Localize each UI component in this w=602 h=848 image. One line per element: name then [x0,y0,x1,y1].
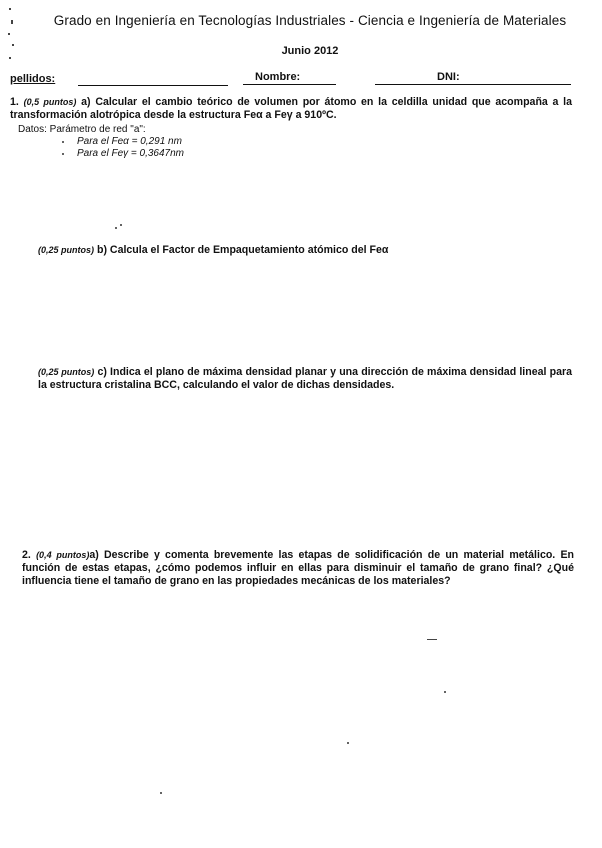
points: (0,25 puntos) [38,367,95,377]
question-1c [38,366,572,392]
question-1a [10,96,572,122]
speck [347,742,349,744]
apellidos-field[interactable] [78,85,228,86]
question-2a [22,549,574,588]
binder-mark [11,20,13,24]
part-letter: a) [81,96,91,108]
dni-label: DNI: [437,71,460,83]
binder-mark [8,33,10,35]
speck [115,227,117,229]
part-letter: a) [89,549,99,561]
speck [120,224,122,226]
datos-item: Para el Feγ = 0,3647nm [77,148,185,159]
nombre-field[interactable] [243,84,336,85]
binder-mark [9,57,11,59]
exam-title: Grado en Ingeniería en Tecnologías Industriales - Ciencia e Ingeniería de Materiales [53,13,567,28]
question-number: 1. [10,96,19,108]
points: (0,4 puntos) [36,550,90,560]
question-number: 2. [22,549,31,561]
part-letter: c) [97,366,107,378]
speck [160,792,162,794]
datos-label: Datos: Parámetro de red "a": [18,124,146,135]
nombre-label: Nombre: [255,71,301,83]
apellidos-label: pellidos: [10,73,56,85]
binder-mark [12,44,14,46]
binder-mark [9,8,11,10]
points: (0,25 puntos) [38,245,95,255]
question-text: Calcula el Factor de Empaquetamiento atómico del Feα [109,244,389,256]
datos-item: Para el Feα = 0,291 nm [77,136,182,147]
points: (0,5 puntos) [23,97,77,107]
question-text: Calcular el cambio teórico de volumen por átomo en la celdilla unidad que acompaña a la transformación alotrópica desde la estructura Feα a Feγ a 910ºC. [10,96,573,121]
speck [444,691,446,693]
question-text: Indica el plano de máxima densidad planar y una dirección de máxima densidad lineal para la estructura cristalina BCC, calculando el valor de dichas densidades. [38,366,572,391]
question-text: Describe y comenta brevemente las etapas de solidificación de un material metálico. En función de estas etapas, ¿cómo podemos influir en ellas para disminuir el tamaño de grano final? ¿Qué influencia tiene el tamaño de grano en las propiedades mecánicas de los materiales? [22,549,574,587]
exam-date: Junio 2012 [281,45,339,57]
bullet [62,153,64,155]
part-letter: b) [96,244,107,256]
stray-mark [427,639,437,640]
question-1b [38,244,578,257]
dni-field[interactable] [375,84,571,85]
bullet [62,141,64,143]
